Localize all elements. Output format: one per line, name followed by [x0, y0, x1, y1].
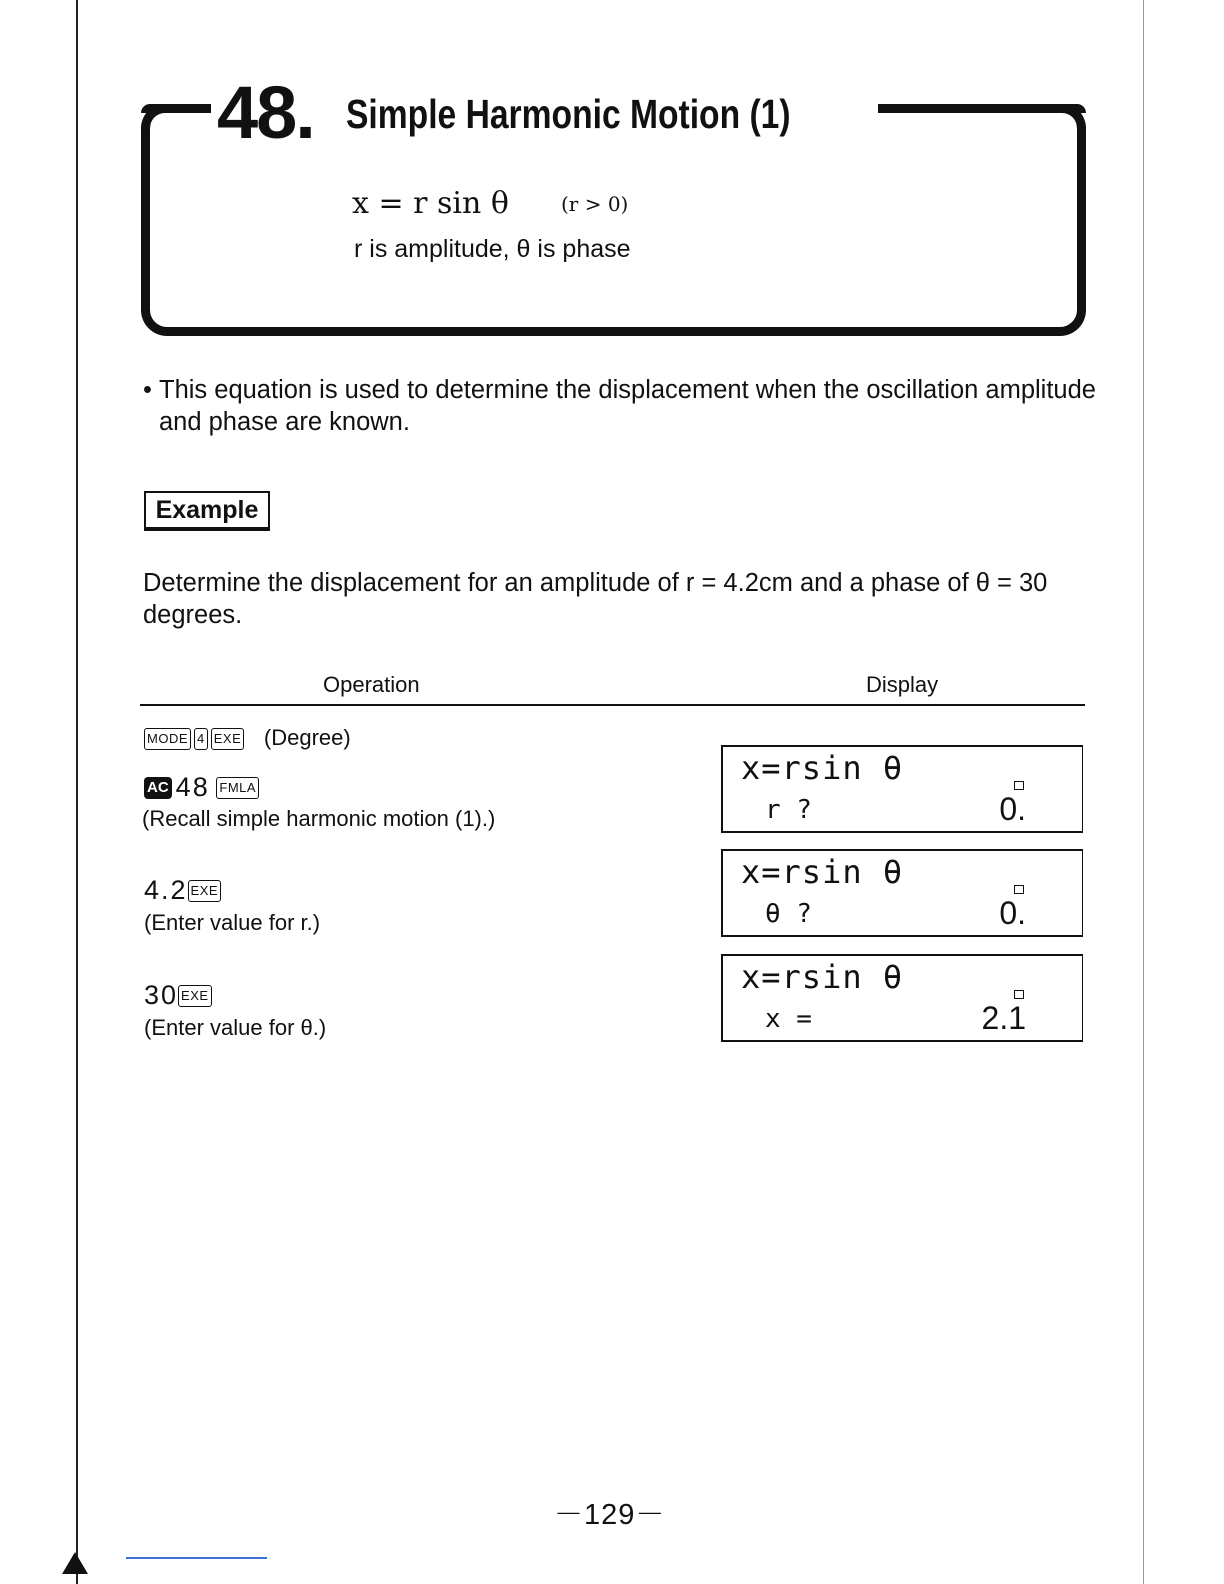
formula-condition: (r > 0)	[561, 192, 629, 216]
display-header: Display	[866, 672, 939, 697]
exe-key: EXE	[178, 985, 212, 1007]
step-1-operation	[144, 724, 351, 752]
step-4-digits: 30	[144, 980, 179, 1010]
display-1-value: 0.	[999, 791, 1026, 827]
display-indicator	[1014, 990, 1024, 999]
bottom-underline	[126, 1557, 267, 1559]
right-margin-line	[1143, 0, 1144, 1584]
section-title: Simple Harmonic Motion (1)	[346, 91, 791, 137]
display-3-formula: x=rsin θ	[741, 958, 904, 996]
intro-text: This equation is used to determine the displacement when the oscillation amplitude and phase are known.	[159, 376, 1096, 436]
section-number: 48.	[217, 71, 314, 154]
display-3-prompt: x =	[765, 1004, 812, 1034]
display-2-prompt: θ ?	[765, 899, 812, 929]
calculator-display-2	[721, 849, 1083, 937]
operation-header: Operation	[323, 672, 420, 697]
intro-paragraph	[143, 374, 1103, 438]
scan-corner-mark	[62, 1552, 88, 1574]
step-1-note: (Degree)	[263, 725, 351, 750]
header-box-top-right-segment	[878, 104, 1086, 113]
step-3-digits: 4.2	[144, 875, 188, 905]
page-number: －129－	[554, 1499, 666, 1531]
table-rule	[140, 704, 1085, 706]
step-4-operation	[144, 980, 215, 1011]
example-problem: Determine the displacement for an amplitude of r = 4.2cm and a phase of θ = 30 degrees.	[143, 569, 1048, 629]
formula: x = r sin θ	[352, 186, 509, 221]
calculator-display-3	[721, 954, 1083, 1042]
exe-key: EXE	[211, 728, 245, 750]
step-2-note: (Recall simple harmonic motion (1).)	[142, 806, 496, 831]
step-2-digits: 48	[175, 772, 210, 802]
step-3-note: (Enter value for r.)	[144, 910, 321, 935]
fmla-key: FMLA	[216, 777, 259, 799]
display-indicator	[1014, 781, 1024, 790]
step-2-operation	[144, 772, 262, 803]
display-1-prompt: r ?	[765, 795, 812, 825]
display-1-formula: x=rsin θ	[741, 749, 904, 787]
display-2-value: 0.	[999, 895, 1026, 931]
ac-key: AC	[144, 777, 172, 799]
display-2-formula: x=rsin θ	[741, 853, 904, 891]
four-key: 4	[194, 728, 208, 750]
display-indicator	[1014, 885, 1024, 894]
calculator-display-1	[721, 745, 1083, 833]
display-3-value: 2.1	[981, 1000, 1026, 1036]
exe-key: EXE	[188, 880, 222, 902]
left-margin-line	[76, 0, 78, 1584]
example-label: Example	[144, 491, 270, 531]
bullet-marker: •	[143, 376, 152, 404]
step-4-note: (Enter value for θ.)	[144, 1015, 327, 1040]
mode-key: MODE	[144, 728, 191, 750]
step-3-operation	[144, 875, 224, 906]
formula-description: r is amplitude, θ is phase	[354, 235, 631, 263]
header-box-top-left-segment	[141, 104, 211, 113]
